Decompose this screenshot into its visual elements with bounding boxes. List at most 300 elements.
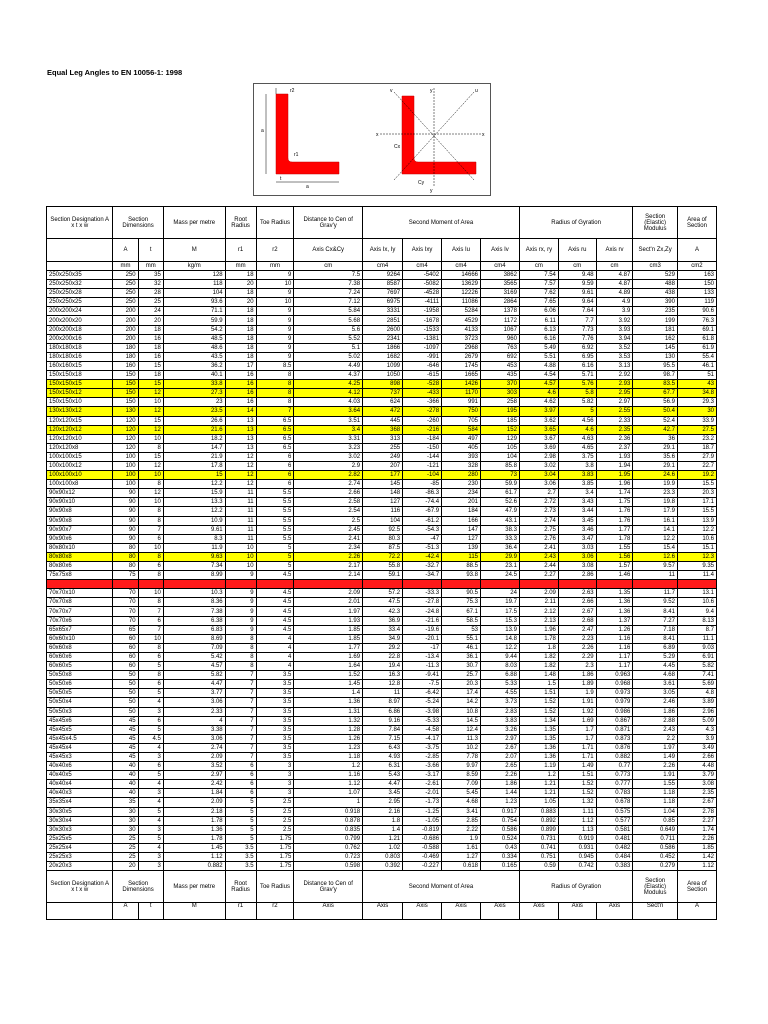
cell-iv: 0.917 (481, 807, 520, 816)
cell-c: 0.762 (294, 843, 363, 852)
cell-iuv: -121 (403, 461, 442, 470)
cell-ar: 163 (677, 271, 716, 280)
cell-ix: 34.9 (363, 634, 403, 643)
cell-r2: 4 (256, 662, 294, 671)
cell-a: 50 (113, 680, 138, 689)
cell-rx: 6.06 (519, 307, 558, 316)
cell-rv: 0.77 (596, 762, 633, 771)
table-row (47, 289, 717, 298)
unit-t: mm (138, 262, 163, 271)
cell-z: 1.86 (633, 707, 678, 716)
cell-a: 250 (113, 271, 138, 280)
cell-rv: 2.36 (596, 434, 633, 443)
cell-z: 3.05 (633, 689, 678, 698)
cell-t: 8 (138, 552, 163, 561)
cell-z: 19.9 (633, 480, 678, 489)
cell-c: 5.6 (294, 325, 363, 334)
cell-z: 19.8 (633, 498, 678, 507)
unit-rx: cm (519, 262, 558, 271)
cell-m: 21.9 (163, 452, 225, 461)
cell-iu: 58.5 (442, 616, 481, 625)
cell-d: 250x250x32 (47, 280, 113, 289)
cell-ar: 61.8 (677, 334, 716, 343)
cell-rx: 1.82 (519, 662, 558, 671)
cell-r1: 7 (225, 707, 256, 716)
cell-z: 1.18 (633, 789, 678, 798)
cell-c: 1 (294, 798, 363, 807)
cell-a: 50 (113, 698, 138, 707)
cell-ru: 0.931 (558, 843, 596, 852)
cell-ix: 72.2 (363, 552, 403, 561)
table-row (47, 616, 717, 625)
cell-c: 2.17 (294, 562, 363, 571)
cell-a: 45 (113, 743, 138, 752)
cell-ru: 1.71 (558, 743, 596, 752)
cell-m: 8.99 (163, 571, 225, 580)
cell-r1: 18 (225, 289, 256, 298)
cell-r2: 9 (256, 334, 294, 343)
table-row (47, 762, 717, 771)
cell-ar: 133 (677, 289, 716, 298)
table-row (47, 853, 717, 862)
footer-row-1 (47, 871, 717, 903)
cell-a: 150 (113, 371, 138, 380)
cell-rv: 2.55 (596, 407, 633, 416)
cell-c: 7.24 (294, 289, 363, 298)
cell-ru: 3.8 (558, 461, 596, 470)
cell-ix: 2.95 (363, 798, 403, 807)
cell-r1: 18 (225, 352, 256, 361)
cell-r2: 2.5 (256, 825, 294, 834)
cell-ar: 1.12 (677, 862, 716, 871)
cell-ru: 3.44 (558, 507, 596, 516)
cell-ix: 6.86 (363, 707, 403, 716)
table-row (47, 443, 717, 452)
cell-r2: 9 (256, 289, 294, 298)
header-sub-rv: Axis rv (596, 239, 633, 262)
table-row (47, 725, 717, 734)
cell-ix: 0.803 (363, 853, 403, 862)
cell-ar: 150 (677, 280, 716, 289)
cell-z: 29.1 (633, 443, 678, 452)
cell-r2: 9 (256, 325, 294, 334)
unit-blank (47, 262, 113, 271)
cell-iu: 11.3 (442, 734, 481, 743)
cell-ar: 9.35 (677, 562, 716, 571)
cell-ru: 1.92 (558, 707, 596, 716)
cell-iuv: -5.24 (403, 698, 442, 707)
table-row (47, 516, 717, 525)
cell-r1: 11 (225, 516, 256, 525)
cell-ix: 148 (363, 489, 403, 498)
cell-t: 7 (138, 525, 163, 534)
cell-rx: 2.76 (519, 534, 558, 543)
cell-ru: 1.32 (558, 798, 596, 807)
cell-iu: 90.5 (442, 589, 481, 598)
cell-r1: 16 (225, 371, 256, 380)
cell-ar: 46.1 (677, 361, 716, 370)
cell-r1: 6 (225, 780, 256, 789)
footer-sub-axis-3: Axis (442, 903, 481, 920)
label-r1: r1 (294, 152, 299, 158)
cell-d: 25x25x5 (47, 834, 113, 843)
cell-r1: 16 (225, 389, 256, 398)
cell-ru: 1.12 (558, 816, 596, 825)
cell-rx: 0.59 (519, 862, 558, 871)
cell-iv: 43.1 (481, 516, 520, 525)
cell-rv: 1.77 (596, 525, 633, 534)
cell-z: 14.1 (633, 525, 678, 534)
table-row (47, 716, 717, 725)
cell-rx: 5.49 (519, 343, 558, 352)
cell-ar: 43 (677, 380, 716, 389)
cell-z: 35.6 (633, 452, 678, 461)
cell-r1: 10 (225, 543, 256, 552)
unit-iu: cm4 (442, 262, 481, 271)
cell-iu: 10.8 (442, 707, 481, 716)
cell-z: 8.41 (633, 580, 678, 589)
cell-a: 100 (113, 471, 138, 480)
cell-t: 20 (138, 316, 163, 325)
unit-area: cm2 (677, 262, 716, 271)
cell-z: 5.29 (633, 652, 678, 661)
cell-a: 25 (113, 853, 138, 862)
cell-c: 0.723 (294, 853, 363, 862)
cell-r2: 9 (256, 316, 294, 325)
cell-ru: 4.63 (558, 434, 596, 443)
header-mass: Mass per metre (163, 207, 225, 239)
cell-r2: 4.5 (256, 607, 294, 616)
cell-rx: 1.2 (519, 771, 558, 780)
cell-m: 12.2 (163, 507, 225, 516)
cell-rx: 3.62 (519, 416, 558, 425)
cell-r1: 9 (225, 589, 256, 598)
cell-ru: 3.08 (558, 562, 596, 571)
cell-a: 60 (113, 643, 138, 652)
footer-sub-axis-1: Axis (363, 903, 403, 920)
table-row (47, 580, 717, 589)
cell-ru: 1.69 (558, 716, 596, 725)
cell-z: 2.26 (633, 762, 678, 771)
cell-rv: 0.773 (596, 771, 633, 780)
cell-m: 10.9 (163, 516, 225, 525)
cell-iu: 30.7 (442, 662, 481, 671)
cell-rv: 1.78 (596, 534, 633, 543)
cell-r1: 13 (225, 443, 256, 452)
cell-iuv: -21.6 (403, 616, 442, 625)
cell-t: 5 (138, 662, 163, 671)
cell-a: 200 (113, 316, 138, 325)
cell-ar: 61.9 (677, 343, 716, 352)
cell-rx: 7.62 (519, 289, 558, 298)
table-row (47, 834, 717, 843)
cell-ar: 19.2 (677, 471, 716, 480)
cell-c: 1.16 (294, 771, 363, 780)
cell-ix: 2600 (363, 325, 403, 334)
cell-t: 4 (138, 743, 163, 752)
cell-m: 11.9 (163, 543, 225, 552)
cell-d: 45x45x3 (47, 752, 113, 761)
cell-c: 2.82 (294, 471, 363, 480)
table-row (47, 389, 717, 398)
cell-d: 150x150x18 (47, 371, 113, 380)
cell-iu: 20.3 (442, 680, 481, 689)
cell-iuv: -6.42 (403, 689, 442, 698)
cell-a: 120 (113, 416, 138, 425)
cell-rx: 2.98 (519, 452, 558, 461)
cell-t: 15 (138, 416, 163, 425)
cell-t: 5 (138, 834, 163, 843)
cell-z: 3.61 (633, 680, 678, 689)
cell-ru: 5.76 (558, 380, 596, 389)
cell-ru: 4.56 (558, 416, 596, 425)
cell-t: 10 (138, 543, 163, 552)
cell-c: 5.1 (294, 343, 363, 352)
cell-z: 1.55 (633, 780, 678, 789)
cell-ar: 20.3 (677, 489, 716, 498)
cell-ar: 8.73 (677, 580, 716, 589)
cell-iv: 3169 (481, 289, 520, 298)
cell-t: 6 (138, 534, 163, 543)
cell-rx: 0.741 (519, 843, 558, 852)
cell-r1: 8 (225, 652, 256, 661)
cell-r1: 7 (225, 752, 256, 761)
cell-ix: 116 (363, 507, 403, 516)
table-row (47, 825, 717, 834)
cell-ar: 4.48 (677, 762, 716, 771)
cell-t: 24 (138, 307, 163, 316)
cell-c: 7.12 (294, 298, 363, 307)
cell-c: 2.41 (294, 534, 363, 543)
cell-rv: 1.36 (596, 598, 633, 607)
cell-ru: 3.4 (558, 489, 596, 498)
cell-t: 7 (138, 607, 163, 616)
cell-a: 70 (113, 598, 138, 607)
cell-ru: 2.47 (558, 625, 596, 634)
cell-ru: 2.23 (558, 634, 596, 643)
cell-rx: 2.72 (519, 498, 558, 507)
cell-iuv: -2.61 (403, 780, 442, 789)
cell-r1: 7 (225, 734, 256, 743)
cell-t: 15 (138, 361, 163, 370)
cell-z: 2.2 (633, 734, 678, 743)
cell-a: 20 (113, 862, 138, 871)
cell-d: 75x75x6 (47, 580, 113, 589)
cell-iuv: -0.686 (403, 834, 442, 843)
cell-c: 2.34 (294, 543, 363, 552)
cell-iuv: -13.4 (403, 652, 442, 661)
cell-iv: 8.03 (481, 662, 520, 671)
page-title: Equal Leg Angles to EN 10056-1: 1998 (47, 68, 183, 77)
cell-r2: 3 (256, 789, 294, 798)
cell-rv: 0.482 (596, 843, 633, 852)
cell-rv: 0.575 (596, 807, 633, 816)
table-row (47, 680, 717, 689)
cell-iuv: -1.25 (403, 807, 442, 816)
cell-iu: 93.8 (442, 571, 481, 580)
cell-iv: 5.33 (481, 680, 520, 689)
cell-rx: 1.21 (519, 789, 558, 798)
cell-ru: 1.9 (558, 689, 596, 698)
cell-t: 4 (138, 798, 163, 807)
cell-t: 4 (138, 698, 163, 707)
table-row (47, 743, 717, 752)
table-row (47, 380, 717, 389)
cell-iv: 1.86 (481, 780, 520, 789)
cell-d: 150x150x12 (47, 389, 113, 398)
cell-ix: 145 (363, 480, 403, 489)
cell-rx: 1.52 (519, 698, 558, 707)
cell-r1: 12 (225, 480, 256, 489)
cell-ar: 2.27 (677, 816, 716, 825)
header-designation: Section Designation A x t x w (47, 207, 113, 239)
cell-iv: 303 (481, 389, 520, 398)
cell-ar: 8.7 (677, 625, 716, 634)
cell-ix: 36.9 (363, 616, 403, 625)
cell-ru: 4.6 (558, 425, 596, 434)
cell-iv: 14.8 (481, 634, 520, 643)
cell-z: 67.7 (633, 389, 678, 398)
cell-iuv: -4111 (403, 298, 442, 307)
cell-ix: 2.16 (363, 807, 403, 816)
cell-ru: 2.66 (558, 598, 596, 607)
cell-a: 70 (113, 616, 138, 625)
cell-ar: 90.6 (677, 307, 716, 316)
cell-ix: 55.8 (363, 562, 403, 571)
cell-rx: 1.21 (519, 780, 558, 789)
table-row (47, 816, 717, 825)
cell-a: 100 (113, 452, 138, 461)
angle-profile-left (276, 94, 339, 174)
table-row (47, 707, 717, 716)
cell-iv: 59.9 (481, 480, 520, 489)
cell-r2: 2.5 (256, 816, 294, 825)
cell-a: 80 (113, 562, 138, 571)
cell-a: 90 (113, 534, 138, 543)
cell-t: 18 (138, 371, 163, 380)
cell-rv: 1.16 (596, 643, 633, 652)
cell-iu: 67.1 (442, 607, 481, 616)
cell-rx: 2.75 (519, 525, 558, 534)
cell-m: 1.84 (163, 789, 225, 798)
table-row (47, 789, 717, 798)
cell-r1: 3.5 (225, 862, 256, 871)
cell-d: 40x40x4 (47, 780, 113, 789)
cell-ru: 9.64 (558, 298, 596, 307)
cell-d: 90x90x8 (47, 507, 113, 516)
cell-d: 50x50x6 (47, 680, 113, 689)
cell-a: 50 (113, 707, 138, 716)
cell-iuv: -4528 (403, 289, 442, 298)
cell-iu: 75.3 (442, 598, 481, 607)
cell-m: 1.78 (163, 834, 225, 843)
cell-r1: 5 (225, 834, 256, 843)
cell-r2: 5.5 (256, 534, 294, 543)
cell-z: 1.49 (633, 752, 678, 761)
cell-ar: 9.4 (677, 607, 716, 616)
cell-m: 2.18 (163, 807, 225, 816)
cell-iu: 13629 (442, 280, 481, 289)
cell-z: 29.1 (633, 461, 678, 470)
cell-t: 8 (138, 671, 163, 680)
cell-ru: 3.45 (558, 516, 596, 525)
header-sub-cxcy: Axis Cx&Cy (294, 239, 363, 262)
cell-iv: 960 (481, 334, 520, 343)
cell-iu: 1426 (442, 380, 481, 389)
cell-c: 2.26 (294, 552, 363, 561)
cell-a: 50 (113, 671, 138, 680)
cell-a: 180 (113, 352, 138, 361)
cell-a: 45 (113, 752, 138, 761)
cell-rx: 4.57 (519, 380, 558, 389)
cell-a: 250 (113, 280, 138, 289)
cell-ru: 3.46 (558, 525, 596, 534)
cell-c: 2.09 (294, 589, 363, 598)
cell-r2: 6.5 (256, 434, 294, 443)
cell-ar: 3.08 (677, 780, 716, 789)
cell-iv: 61.7 (481, 489, 520, 498)
cell-r1: 8 (225, 634, 256, 643)
cell-rv: 1.56 (596, 552, 633, 561)
cell-a: 25 (113, 843, 138, 852)
cell-m: 2.97 (163, 771, 225, 780)
cell-iuv: -7.5 (403, 680, 442, 689)
cell-a: 45 (113, 716, 138, 725)
cell-z: 83.5 (633, 380, 678, 389)
cell-ix: 42.3 (363, 607, 403, 616)
cell-m: 6.83 (163, 625, 225, 634)
cell-rx: 1.52 (519, 707, 558, 716)
cell-iv: 195 (481, 407, 520, 416)
cell-r1: 9 (225, 607, 256, 616)
cell-ar: 15.5 (677, 480, 716, 489)
cell-r1: 12 (225, 461, 256, 470)
footer-sub-axis: Axis (294, 903, 363, 920)
table-row (47, 498, 717, 507)
header-dimensions: Section Dimensions (113, 207, 163, 239)
header-area: Area of Section (677, 207, 716, 239)
cell-t: 10 (138, 589, 163, 598)
cell-iv: 24.5 (481, 571, 520, 580)
header-radius-gyration: Radius of Gyration (519, 207, 632, 239)
footer-sub-z: Sect'n (633, 903, 678, 920)
cell-r2: 3 (256, 771, 294, 780)
cell-ru: 1.49 (558, 762, 596, 771)
cell-t: 6 (138, 616, 163, 625)
cell-z: 42.7 (633, 425, 678, 434)
cell-t: 10 (138, 434, 163, 443)
cell-m: 33.8 (163, 380, 225, 389)
cell-ar: 8.13 (677, 616, 716, 625)
cell-d: 60x60x6 (47, 652, 113, 661)
cell-iu: 230 (442, 480, 481, 489)
cell-m: 40.1 (163, 371, 225, 380)
cell-ar: 4.3 (677, 725, 716, 734)
cell-m: 7.38 (163, 607, 225, 616)
cell-d: 250x250x25 (47, 298, 113, 307)
cell-r1: 14 (225, 407, 256, 416)
cell-ix: 207 (363, 461, 403, 470)
cell-r2: 6.5 (256, 443, 294, 452)
cell-d: 30x30x5 (47, 807, 113, 816)
cell-m: 3.06 (163, 734, 225, 743)
cell-ru: 2.86 (558, 571, 596, 580)
cell-ru: 0.945 (558, 853, 596, 862)
cell-d: 20x20x3 (47, 862, 113, 871)
cell-r1: 9 (225, 571, 256, 580)
cell-t: 4.5 (138, 734, 163, 743)
cell-rv: 0.968 (596, 680, 633, 689)
